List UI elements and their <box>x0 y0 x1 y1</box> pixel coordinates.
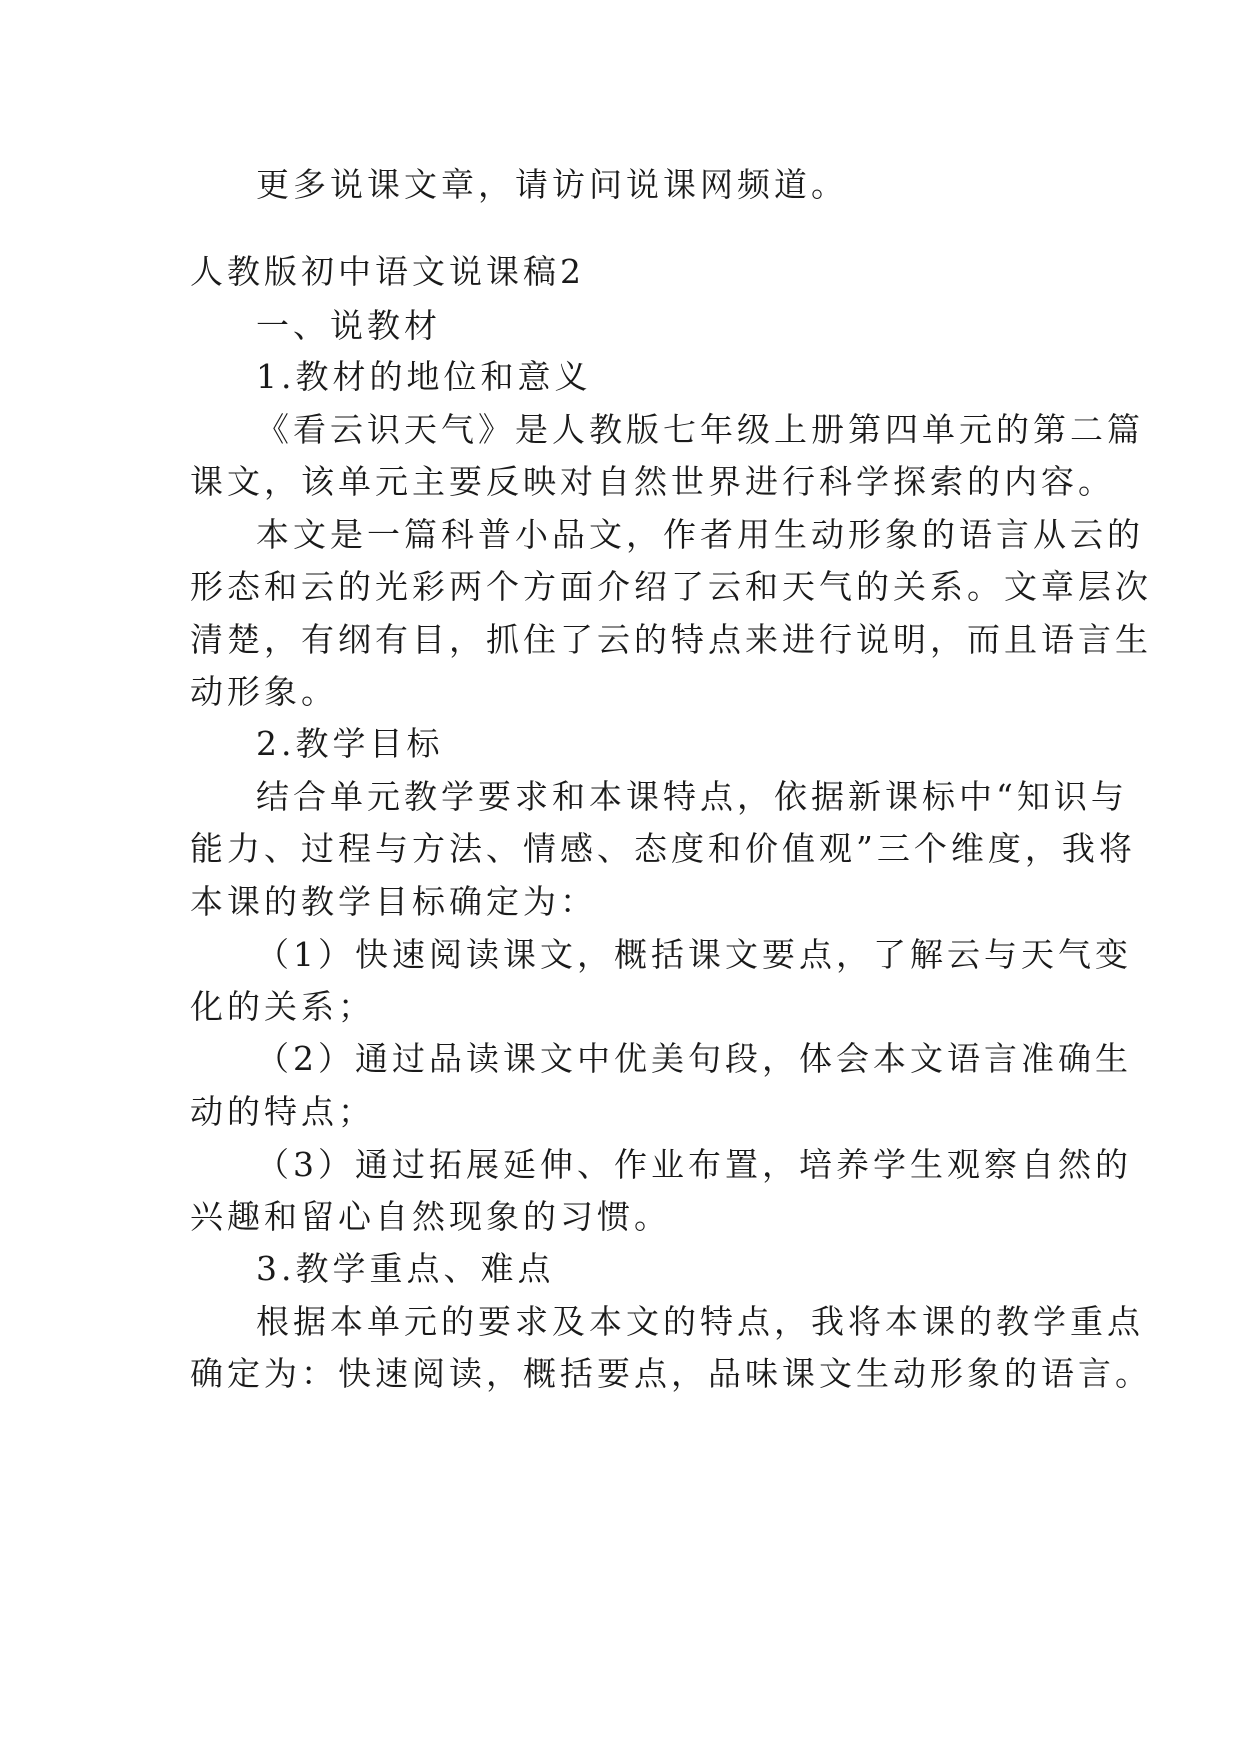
paragraph-line: 清楚，有纲有目，抓住了云的特点来进行说明，而且语言生 <box>190 620 1152 659</box>
closing-line: 更多说课文章，请访问说课网频道。 <box>256 165 848 204</box>
paragraph-line: 能力、过程与方法、情感、态度和价值观”三个维度，我将 <box>190 829 1136 868</box>
paragraph-line: 课文，该单元主要反映对自然世界进行科学探索的内容。 <box>190 462 1115 501</box>
section-title: 人教版初中语文说课稿2 <box>190 252 585 291</box>
subheading-1: 1.教材的地位和意义 <box>256 357 592 396</box>
subheading-3: 3.教学重点、难点 <box>256 1249 555 1288</box>
list-item-line: （2）通过品读课文中优美句段，体会本文语言准确生 <box>256 1039 1132 1078</box>
paragraph-line: 结合单元教学要求和本课特点，依据新课标中“知识与 <box>256 777 1128 816</box>
paragraph-line: 《看云识天气》是人教版七年级上册第四单元的第二篇 <box>256 410 1144 449</box>
paragraph-line: 动形象。 <box>190 672 338 711</box>
list-item-line: （3）通过拓展延伸、作业布置，培养学生观察自然的 <box>256 1145 1132 1184</box>
paragraph-line: 本课的教学目标确定为： <box>190 882 597 921</box>
paragraph-line: 根据本单元的要求及本文的特点，我将本课的教学重点 <box>256 1302 1144 1341</box>
paragraph-line: 本文是一篇科普小品文，作者用生动形象的语言从云的 <box>256 515 1144 554</box>
list-item-line: 动的特点； <box>190 1092 375 1131</box>
paragraph-line: 形态和云的光彩两个方面介绍了云和天气的关系。文章层次 <box>190 567 1152 606</box>
paragraph-line: 确定为：快速阅读，概括要点，品味课文生动形象的语言。 <box>190 1354 1152 1393</box>
heading-1: 一、说教材 <box>256 306 441 345</box>
list-item-line: 化的关系； <box>190 987 375 1026</box>
subheading-2: 2.教学目标 <box>256 724 444 763</box>
list-item-line: 兴趣和留心自然现象的习惯。 <box>190 1197 671 1236</box>
list-item-line: （1）快速阅读课文，概括课文要点，了解云与天气变 <box>256 935 1132 974</box>
